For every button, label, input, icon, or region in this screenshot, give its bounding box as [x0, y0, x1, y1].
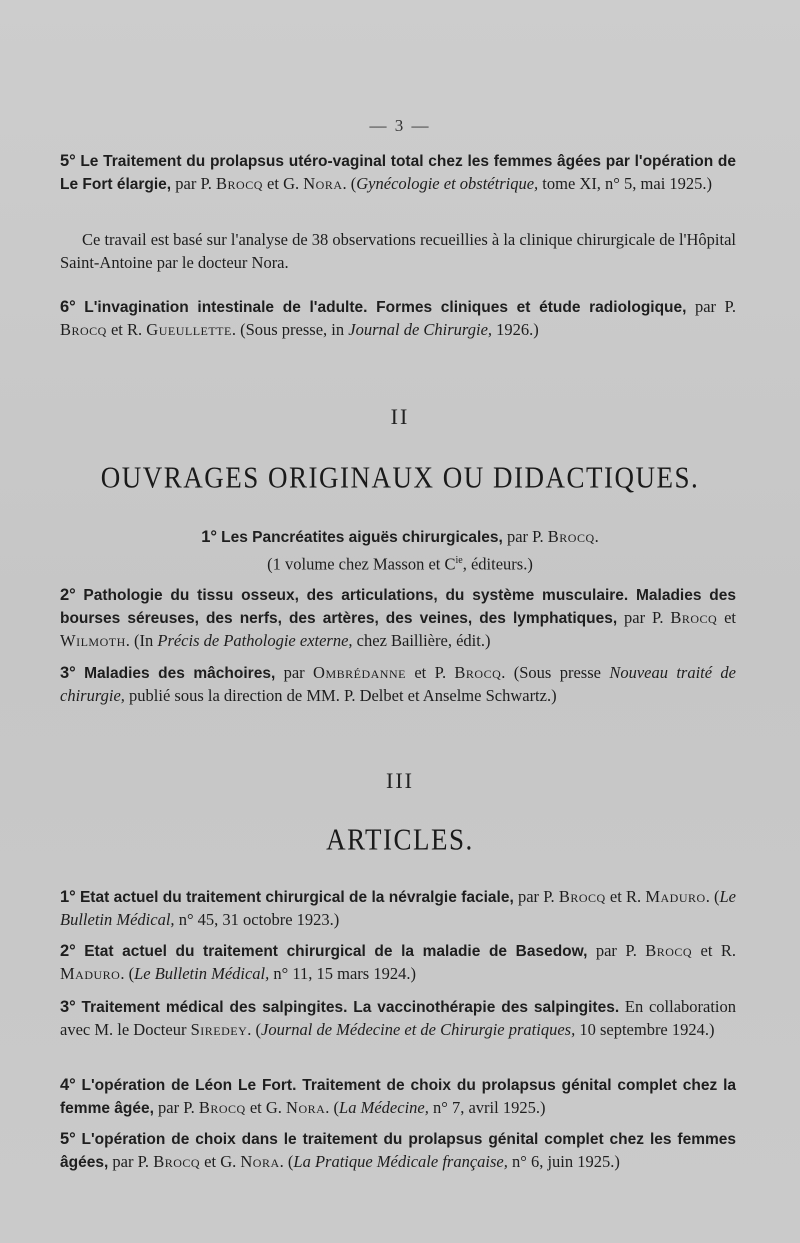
entry-pre-journal: . (Sous presse — [501, 663, 610, 682]
entry-by: par P. — [587, 941, 646, 960]
journal-name: La Médecine, — [339, 1098, 429, 1117]
journal-name: Journal de Médecine et de Chirurgie pratiques, — [261, 1020, 576, 1039]
author-name: Maduro — [60, 964, 121, 983]
entry-rest: n° 6, juin 1925.) — [507, 1152, 620, 1171]
entry-rest: 10 septembre 1924.) — [575, 1020, 715, 1039]
article-entry-1 — [60, 886, 736, 931]
entry-title: Etat actuel du traitement chirurgical de la maladie de Basedow, — [84, 943, 588, 960]
journal-name: Le Bulletin Médical, — [60, 887, 736, 929]
entry-rest: 1926.) — [492, 320, 539, 339]
entry-and: et G. — [262, 174, 304, 193]
entry-title: Le Traitement du prolapsus utéro-vaginal total chez les femmes âgées par l'opération de Le Fort élargie, — [60, 153, 737, 193]
author-name: Maduro — [645, 887, 706, 906]
entry-pre-journal: . (Sous presse, in — [231, 320, 349, 339]
work-entry-1-line1 — [0, 526, 800, 549]
work-entry-3 — [60, 662, 736, 707]
entry-number: 2° — [60, 586, 76, 604]
work-entry-2 — [60, 584, 736, 652]
entry-number: 6° — [60, 298, 76, 316]
author-name: Nora — [303, 174, 343, 193]
entry-number: 5° — [60, 1130, 76, 1148]
author-name: Brocq — [216, 174, 263, 193]
author-name: Wilmoth — [60, 631, 126, 650]
entry-title: Etat actuel du traitement chirurgical de la névralgie faciale, — [79, 889, 514, 906]
article-entry-2 — [60, 940, 736, 985]
author-name: Brocq — [547, 527, 595, 546]
author-name: Ombrédanne — [313, 663, 406, 682]
entry-by: par P. — [108, 1152, 154, 1171]
entry-and: et R. — [106, 320, 147, 339]
entry-and: et G. — [200, 1152, 241, 1171]
entry-by: par P. — [513, 887, 559, 906]
entry-mid: En collaboration avec M. le Docteur — [60, 997, 737, 1039]
entry-title: Maladies des mâchoires, — [84, 665, 276, 682]
entry-number: 5° — [60, 152, 76, 170]
entry-pre-journal: . ( — [279, 1152, 294, 1171]
bibliography-entry-6 — [60, 296, 736, 341]
entry-rest: chez Baillière, édit.) — [352, 631, 491, 650]
section-2-numeral: II — [390, 404, 410, 429]
entry-number: 4° — [60, 1076, 76, 1094]
journal-name: Le Bulletin Médical, — [134, 964, 270, 983]
entry-pre-journal: . ( — [120, 964, 135, 983]
entry-and: et R. — [692, 941, 736, 960]
entry-number: 1° — [201, 528, 218, 546]
journal-name: Précis de Pathologie externe, — [157, 631, 353, 650]
entry-number: 3° — [60, 664, 76, 682]
section-3-numeral: III — [386, 768, 414, 793]
entry-pre-journal: . ( — [705, 887, 720, 906]
bibliography-entry-5 — [60, 150, 736, 196]
work-entry-1-line2 — [0, 550, 800, 576]
publisher-sup: ie — [455, 555, 463, 566]
publisher-end: , éditeurs.) — [462, 554, 533, 574]
journal-name: Journal de Chirurgie, — [348, 320, 493, 339]
entry-and: et R. — [605, 887, 646, 906]
entry-title: L'invagination intestinale de l'adulte. Formes cliniques et étude radiologique, — [84, 299, 687, 316]
entry-and: et P. — [405, 663, 455, 682]
author-name: Brocq — [60, 320, 107, 339]
entry-pre-journal: . (In — [125, 631, 158, 650]
author-name: Brocq — [670, 608, 718, 627]
entry-by: par — [275, 663, 314, 682]
author-name: Brocq — [645, 941, 693, 960]
entry-by: par P. — [153, 1098, 199, 1117]
article-entry-5 — [60, 1128, 736, 1174]
section-2-title: OUVRAGES ORIGINAUX OU DIDACTIQUES. — [100, 459, 700, 495]
entry-title: Traitement médical des salpingites. La vaccinothérapie des salpingites. — [81, 999, 620, 1016]
entry-5-description: Ce travail est basé sur l'analyse de 38 observations recueillies à la clinique chirurgicale de l'Hôpital Saint-Antoine par le docteur Nora. — [60, 230, 736, 272]
entry-pre-journal: . ( — [342, 174, 357, 193]
author-name: Siredey — [190, 1020, 248, 1039]
author-name: Gueullette — [146, 320, 232, 339]
entry-by: par P. — [171, 174, 217, 193]
entry-number: 2° — [60, 942, 76, 960]
author-name: Nora — [240, 1152, 280, 1171]
journal-name: Gynécologie et obstétrique, — [356, 174, 539, 193]
section-3-title: ARTICLES. — [326, 821, 474, 857]
entry-by: par P. — [502, 527, 548, 546]
author-name: Brocq — [198, 1098, 246, 1117]
entry-and: et G. — [245, 1098, 287, 1117]
entry-number: 1° — [60, 888, 76, 906]
entry-title: Les Pancréatites aiguës chirurgicales, — [221, 529, 503, 546]
entry-rest: tome XI, n° 5, mai 1925.) — [538, 174, 713, 193]
entry-title: Pathologie du tissu osseux, des articulations, du système musculaire. Maladies des bourses séreuses, des nerfs, des artères, des veines, des lymphatiques, — [60, 587, 736, 627]
author-name: Brocq — [558, 887, 606, 906]
entry-rest: publié sous la direction de MM. P. Delbet et Anselme Schwartz.) — [124, 686, 557, 705]
author-name: Brocq — [153, 1152, 201, 1171]
entry-by: par P. — [617, 608, 671, 627]
entry-by: par P. — [686, 297, 736, 316]
entry-number: 3° — [60, 998, 76, 1016]
journal-name: Nouveau traité de chirurgie, — [60, 663, 736, 705]
entry-and: et — [717, 608, 736, 627]
entry-rest: n° 11, 15 mars 1924.) — [269, 964, 416, 983]
entry-pre-journal: . ( — [247, 1020, 261, 1039]
article-entry-3 — [60, 996, 736, 1041]
author-name: Brocq — [454, 663, 502, 682]
entry-end: . — [594, 527, 599, 546]
entry-title: L'opération de choix dans le traitement du prolapsus génital complet chez les femmes âgées, — [60, 1131, 737, 1171]
page-number: — 3 — — [369, 116, 431, 135]
journal-name: La Pratique Médicale française, — [293, 1152, 508, 1171]
entry-title: L'opération de Léon Le Fort. Traitement de choix du prolapsus génital complet chez la femme âgée, — [60, 1077, 736, 1117]
publisher-text: (1 volume chez Masson et C — [267, 554, 456, 574]
entry-pre-journal: . ( — [325, 1098, 340, 1117]
article-entry-4 — [60, 1074, 736, 1120]
work-entry-1 — [0, 526, 800, 576]
entry-rest: n° 7, avril 1925.) — [428, 1098, 546, 1117]
author-name: Nora — [286, 1098, 326, 1117]
entry-rest: n° 45, 31 octobre 1923.) — [174, 910, 340, 929]
